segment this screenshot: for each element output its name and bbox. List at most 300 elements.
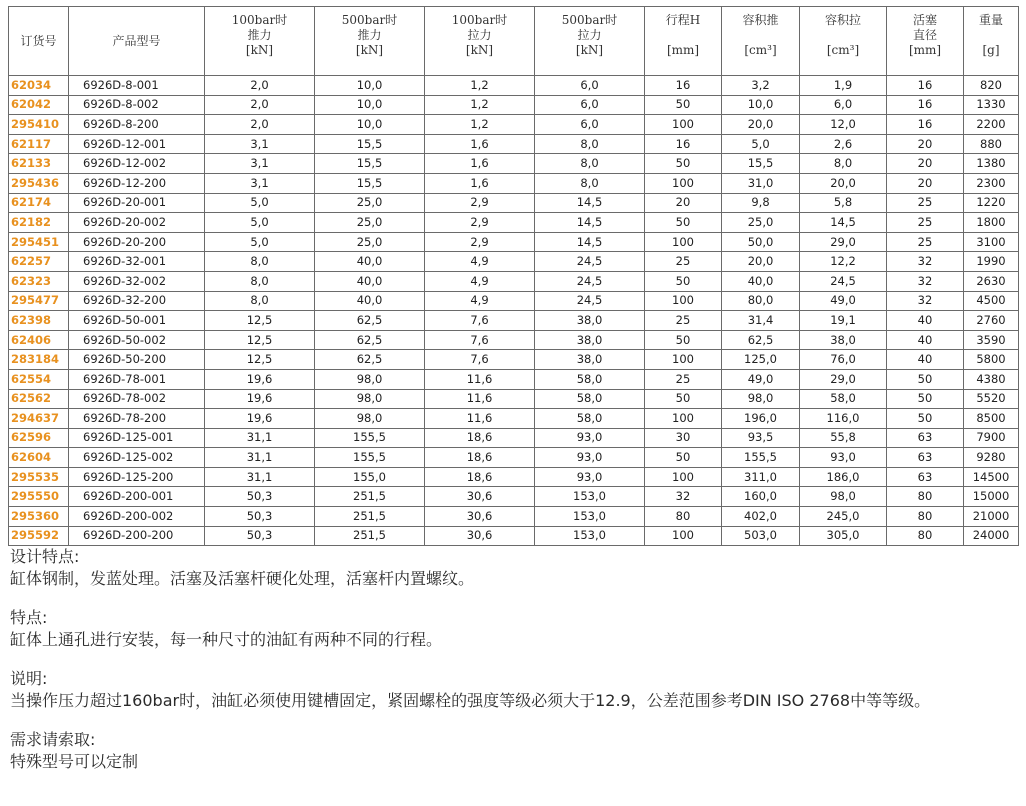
model-cell: 6926D-125-002 [69, 448, 205, 468]
pull-500bar-cell: 38,0 [535, 311, 645, 331]
model-cell: 6926D-8-001 [69, 76, 205, 96]
header-push-100bar: 100bar时 推力 [kN] [205, 7, 315, 76]
header-volume-pull: 容积拉 [cm³] [800, 7, 887, 76]
table-row [9, 193, 1019, 213]
volume-pull-cell: 19,1 [800, 311, 887, 331]
volume-push-cell: 196,0 [722, 409, 800, 429]
pull-500bar-cell: 14,5 [535, 213, 645, 233]
piston-diameter-cell: 20 [887, 134, 964, 154]
pull-100bar-cell: 2,9 [425, 232, 535, 252]
weight-cell: 1220 [964, 193, 1019, 213]
order-number-cell: 62398 [9, 311, 69, 331]
piston-diameter-cell: 16 [887, 76, 964, 96]
volume-push-cell: 40,0 [722, 271, 800, 291]
push-100bar-cell: 50,3 [205, 487, 315, 507]
pull-100bar-cell: 1,6 [425, 134, 535, 154]
weight-cell: 1990 [964, 252, 1019, 272]
volume-pull-cell: 12,2 [800, 252, 887, 272]
model-cell: 6926D-78-002 [69, 389, 205, 409]
stroke-cell: 16 [645, 134, 722, 154]
push-500bar-cell: 155,0 [315, 467, 425, 487]
order-number-cell: 62042 [9, 95, 69, 115]
order-number-cell: 295360 [9, 507, 69, 527]
model-cell: 6926D-12-001 [69, 134, 205, 154]
table-row [9, 389, 1019, 409]
push-500bar-cell: 98,0 [315, 369, 425, 389]
table-row [9, 173, 1019, 193]
order-number-cell: 62117 [9, 134, 69, 154]
note-title: 说明: [10, 669, 48, 688]
push-100bar-cell: 2,0 [205, 115, 315, 135]
header-piston-diameter: 活塞 直径 [mm] [887, 7, 964, 76]
order-number-cell: 62133 [9, 154, 69, 174]
volume-push-cell: 160,0 [722, 487, 800, 507]
order-number-cell: 62257 [9, 252, 69, 272]
piston-diameter-cell: 50 [887, 409, 964, 429]
pull-100bar-cell: 7,6 [425, 330, 535, 350]
table-row [9, 76, 1019, 96]
order-number-cell: 62596 [9, 428, 69, 448]
volume-pull-cell: 5,8 [800, 193, 887, 213]
piston-diameter-cell: 32 [887, 252, 964, 272]
volume-push-cell: 20,0 [722, 252, 800, 272]
model-cell: 6926D-32-001 [69, 252, 205, 272]
table-row [9, 467, 1019, 487]
push-500bar-cell: 251,5 [315, 507, 425, 527]
pull-100bar-cell: 30,6 [425, 526, 535, 546]
push-100bar-cell: 3,1 [205, 154, 315, 174]
piston-diameter-cell: 50 [887, 389, 964, 409]
volume-push-cell: 20,0 [722, 115, 800, 135]
pull-100bar-cell: 18,6 [425, 428, 535, 448]
pull-100bar-cell: 1,6 [425, 154, 535, 174]
push-500bar-cell: 10,0 [315, 115, 425, 135]
order-number-cell: 295477 [9, 291, 69, 311]
piston-diameter-cell: 20 [887, 173, 964, 193]
volume-pull-cell: 186,0 [800, 467, 887, 487]
model-cell: 6926D-8-200 [69, 115, 205, 135]
model-cell: 6926D-20-001 [69, 193, 205, 213]
pull-100bar-cell: 30,6 [425, 507, 535, 527]
piston-diameter-cell: 25 [887, 193, 964, 213]
volume-push-cell: 62,5 [722, 330, 800, 350]
pull-500bar-cell: 24,5 [535, 252, 645, 272]
volume-pull-cell: 38,0 [800, 330, 887, 350]
table-row [9, 487, 1019, 507]
stroke-cell: 16 [645, 76, 722, 96]
pull-100bar-cell: 18,6 [425, 467, 535, 487]
order-number-cell: 62406 [9, 330, 69, 350]
note-title: 设计特点: [10, 547, 80, 566]
push-500bar-cell: 15,5 [315, 134, 425, 154]
model-cell: 6926D-200-001 [69, 487, 205, 507]
order-number-cell: 295436 [9, 173, 69, 193]
order-number-cell: 62554 [9, 369, 69, 389]
header-volume-push: 容积推 [cm³] [722, 7, 800, 76]
pull-100bar-cell: 2,9 [425, 193, 535, 213]
piston-diameter-cell: 25 [887, 213, 964, 233]
piston-diameter-cell: 40 [887, 350, 964, 370]
note-design-features [10, 546, 1020, 590]
order-number-cell: 283184 [9, 350, 69, 370]
weight-cell: 15000 [964, 487, 1019, 507]
push-100bar-cell: 5,0 [205, 213, 315, 233]
stroke-cell: 50 [645, 95, 722, 115]
piston-diameter-cell: 63 [887, 448, 964, 468]
pull-500bar-cell: 6,0 [535, 76, 645, 96]
stroke-cell: 25 [645, 311, 722, 331]
pull-500bar-cell: 58,0 [535, 409, 645, 429]
stroke-cell: 50 [645, 389, 722, 409]
weight-cell: 880 [964, 134, 1019, 154]
order-number-cell: 62562 [9, 389, 69, 409]
model-cell: 6926D-50-200 [69, 350, 205, 370]
table-row [9, 291, 1019, 311]
weight-cell: 2200 [964, 115, 1019, 135]
volume-pull-cell: 55,8 [800, 428, 887, 448]
model-cell: 6926D-12-200 [69, 173, 205, 193]
order-number-cell: 62174 [9, 193, 69, 213]
pull-100bar-cell: 4,9 [425, 291, 535, 311]
pull-500bar-cell: 14,5 [535, 193, 645, 213]
weight-cell: 3590 [964, 330, 1019, 350]
pull-100bar-cell: 11,6 [425, 369, 535, 389]
volume-pull-cell: 24,5 [800, 271, 887, 291]
volume-push-cell: 80,0 [722, 291, 800, 311]
weight-cell: 2760 [964, 311, 1019, 331]
volume-push-cell: 98,0 [722, 389, 800, 409]
spec-table [8, 6, 1019, 546]
volume-pull-cell: 29,0 [800, 232, 887, 252]
table-row [9, 507, 1019, 527]
pull-100bar-cell: 1,2 [425, 95, 535, 115]
notes-section [10, 546, 1020, 790]
model-cell: 6926D-78-200 [69, 409, 205, 429]
pull-100bar-cell: 1,2 [425, 76, 535, 96]
volume-push-cell: 503,0 [722, 526, 800, 546]
volume-push-cell: 31,0 [722, 173, 800, 193]
piston-diameter-cell: 25 [887, 232, 964, 252]
note-text: 缸体钢制，发蓝处理。活塞及活塞杆硬化处理，活塞杆内置螺纹。 [10, 569, 475, 588]
pull-100bar-cell: 18,6 [425, 448, 535, 468]
weight-cell: 4500 [964, 291, 1019, 311]
weight-cell: 21000 [964, 507, 1019, 527]
table-row [9, 409, 1019, 429]
pull-100bar-cell: 4,9 [425, 252, 535, 272]
table-row [9, 115, 1019, 135]
order-number-cell: 295592 [9, 526, 69, 546]
push-500bar-cell: 251,5 [315, 487, 425, 507]
weight-cell: 14500 [964, 467, 1019, 487]
table-row [9, 213, 1019, 233]
order-number-cell: 62604 [9, 448, 69, 468]
volume-push-cell: 10,0 [722, 95, 800, 115]
volume-pull-cell: 29,0 [800, 369, 887, 389]
model-cell: 6926D-20-002 [69, 213, 205, 233]
push-500bar-cell: 155,5 [315, 428, 425, 448]
volume-pull-cell: 58,0 [800, 389, 887, 409]
table-row [9, 428, 1019, 448]
push-100bar-cell: 12,5 [205, 330, 315, 350]
piston-diameter-cell: 32 [887, 291, 964, 311]
push-100bar-cell: 8,0 [205, 252, 315, 272]
weight-cell: 5520 [964, 389, 1019, 409]
note-instructions [10, 668, 1020, 712]
model-cell: 6926D-78-001 [69, 369, 205, 389]
pull-500bar-cell: 153,0 [535, 507, 645, 527]
pull-500bar-cell: 24,5 [535, 291, 645, 311]
pull-500bar-cell: 93,0 [535, 448, 645, 468]
pull-500bar-cell: 93,0 [535, 428, 645, 448]
volume-push-cell: 155,5 [722, 448, 800, 468]
push-100bar-cell: 19,6 [205, 409, 315, 429]
push-100bar-cell: 19,6 [205, 369, 315, 389]
header-pull-500bar: 500bar时 拉力 [kN] [535, 7, 645, 76]
pull-500bar-cell: 8,0 [535, 134, 645, 154]
pull-500bar-cell: 38,0 [535, 350, 645, 370]
piston-diameter-cell: 16 [887, 95, 964, 115]
volume-push-cell: 9,8 [722, 193, 800, 213]
volume-pull-cell: 76,0 [800, 350, 887, 370]
table-row [9, 95, 1019, 115]
stroke-cell: 100 [645, 409, 722, 429]
pull-500bar-cell: 8,0 [535, 173, 645, 193]
model-cell: 6926D-125-001 [69, 428, 205, 448]
stroke-cell: 30 [645, 428, 722, 448]
push-500bar-cell: 251,5 [315, 526, 425, 546]
push-500bar-cell: 62,5 [315, 311, 425, 331]
volume-pull-cell: 14,5 [800, 213, 887, 233]
push-100bar-cell: 19,6 [205, 389, 315, 409]
pull-100bar-cell: 7,6 [425, 350, 535, 370]
push-500bar-cell: 25,0 [315, 232, 425, 252]
volume-push-cell: 93,5 [722, 428, 800, 448]
stroke-cell: 50 [645, 154, 722, 174]
stroke-cell: 100 [645, 115, 722, 135]
order-number-cell: 62323 [9, 271, 69, 291]
volume-push-cell: 311,0 [722, 467, 800, 487]
table-header-row [9, 7, 1019, 76]
piston-diameter-cell: 80 [887, 507, 964, 527]
pull-500bar-cell: 6,0 [535, 95, 645, 115]
volume-pull-cell: 93,0 [800, 448, 887, 468]
volume-push-cell: 31,4 [722, 311, 800, 331]
pull-100bar-cell: 7,6 [425, 311, 535, 331]
volume-pull-cell: 98,0 [800, 487, 887, 507]
push-100bar-cell: 12,5 [205, 311, 315, 331]
order-number-cell: 62034 [9, 76, 69, 96]
piston-diameter-cell: 16 [887, 115, 964, 135]
weight-cell: 2630 [964, 271, 1019, 291]
push-100bar-cell: 8,0 [205, 271, 315, 291]
volume-push-cell: 3,2 [722, 76, 800, 96]
weight-cell: 2300 [964, 173, 1019, 193]
stroke-cell: 100 [645, 350, 722, 370]
weight-cell: 24000 [964, 526, 1019, 546]
volume-push-cell: 25,0 [722, 213, 800, 233]
pull-500bar-cell: 153,0 [535, 487, 645, 507]
table-row [9, 271, 1019, 291]
piston-diameter-cell: 63 [887, 467, 964, 487]
pull-100bar-cell: 1,6 [425, 173, 535, 193]
model-cell: 6926D-200-002 [69, 507, 205, 527]
pull-500bar-cell: 8,0 [535, 154, 645, 174]
table-row [9, 154, 1019, 174]
order-number-cell: 294637 [9, 409, 69, 429]
model-cell: 6926D-12-002 [69, 154, 205, 174]
model-cell: 6926D-8-002 [69, 95, 205, 115]
note-text: 特殊型号可以定制 [10, 752, 139, 771]
pull-500bar-cell: 153,0 [535, 526, 645, 546]
push-500bar-cell: 25,0 [315, 193, 425, 213]
pull-500bar-cell: 93,0 [535, 467, 645, 487]
pull-500bar-cell: 24,5 [535, 271, 645, 291]
table-row [9, 252, 1019, 272]
push-100bar-cell: 31,1 [205, 428, 315, 448]
table-row [9, 350, 1019, 370]
pull-500bar-cell: 6,0 [535, 115, 645, 135]
push-500bar-cell: 15,5 [315, 173, 425, 193]
stroke-cell: 20 [645, 193, 722, 213]
note-on-request [10, 729, 1020, 773]
weight-cell: 7900 [964, 428, 1019, 448]
pull-100bar-cell: 2,9 [425, 213, 535, 233]
pull-100bar-cell: 1,2 [425, 115, 535, 135]
push-100bar-cell: 2,0 [205, 95, 315, 115]
header-model: 产品型号 [69, 7, 205, 76]
stroke-cell: 50 [645, 271, 722, 291]
header-push-500bar: 500bar时 推力 [kN] [315, 7, 425, 76]
weight-cell: 8500 [964, 409, 1019, 429]
volume-pull-cell: 20,0 [800, 173, 887, 193]
table-row [9, 311, 1019, 331]
model-cell: 6926D-200-200 [69, 526, 205, 546]
model-cell: 6926D-50-002 [69, 330, 205, 350]
push-100bar-cell: 50,3 [205, 507, 315, 527]
stroke-cell: 100 [645, 467, 722, 487]
volume-push-cell: 125,0 [722, 350, 800, 370]
push-500bar-cell: 40,0 [315, 252, 425, 272]
table-row [9, 232, 1019, 252]
piston-diameter-cell: 63 [887, 428, 964, 448]
table-row [9, 369, 1019, 389]
table-row [9, 134, 1019, 154]
push-100bar-cell: 2,0 [205, 76, 315, 96]
order-number-cell: 295550 [9, 487, 69, 507]
volume-pull-cell: 116,0 [800, 409, 887, 429]
volume-pull-cell: 245,0 [800, 507, 887, 527]
volume-pull-cell: 305,0 [800, 526, 887, 546]
weight-cell: 9280 [964, 448, 1019, 468]
table-row [9, 330, 1019, 350]
stroke-cell: 50 [645, 330, 722, 350]
pull-500bar-cell: 58,0 [535, 369, 645, 389]
order-number-cell: 62182 [9, 213, 69, 233]
push-100bar-cell: 3,1 [205, 134, 315, 154]
volume-push-cell: 49,0 [722, 369, 800, 389]
push-500bar-cell: 40,0 [315, 271, 425, 291]
push-500bar-cell: 62,5 [315, 350, 425, 370]
piston-diameter-cell: 32 [887, 271, 964, 291]
table-row [9, 448, 1019, 468]
weight-cell: 820 [964, 76, 1019, 96]
note-title: 特点: [10, 608, 48, 627]
weight-cell: 4380 [964, 369, 1019, 389]
weight-cell: 5800 [964, 350, 1019, 370]
piston-diameter-cell: 20 [887, 154, 964, 174]
pull-500bar-cell: 58,0 [535, 389, 645, 409]
push-500bar-cell: 62,5 [315, 330, 425, 350]
header-order-number: 订货号 [9, 7, 69, 76]
pull-100bar-cell: 4,9 [425, 271, 535, 291]
model-cell: 6926D-32-200 [69, 291, 205, 311]
piston-diameter-cell: 40 [887, 330, 964, 350]
header-pull-100bar: 100bar时 拉力 [kN] [425, 7, 535, 76]
stroke-cell: 100 [645, 526, 722, 546]
push-500bar-cell: 98,0 [315, 409, 425, 429]
model-cell: 6926D-20-200 [69, 232, 205, 252]
weight-cell: 1380 [964, 154, 1019, 174]
order-number-cell: 295410 [9, 115, 69, 135]
stroke-cell: 100 [645, 173, 722, 193]
push-100bar-cell: 50,3 [205, 526, 315, 546]
volume-pull-cell: 8,0 [800, 154, 887, 174]
model-cell: 6926D-50-001 [69, 311, 205, 331]
volume-push-cell: 5,0 [722, 134, 800, 154]
header-stroke: 行程H [mm] [645, 7, 722, 76]
push-100bar-cell: 5,0 [205, 193, 315, 213]
model-cell: 6926D-32-002 [69, 271, 205, 291]
volume-pull-cell: 12,0 [800, 115, 887, 135]
volume-pull-cell: 1,9 [800, 76, 887, 96]
volume-pull-cell: 6,0 [800, 95, 887, 115]
weight-cell: 3100 [964, 232, 1019, 252]
push-500bar-cell: 98,0 [315, 389, 425, 409]
header-weight: 重量 [g] [964, 7, 1019, 76]
push-100bar-cell: 12,5 [205, 350, 315, 370]
pull-500bar-cell: 14,5 [535, 232, 645, 252]
volume-pull-cell: 49,0 [800, 291, 887, 311]
volume-pull-cell: 2,6 [800, 134, 887, 154]
pull-100bar-cell: 11,6 [425, 409, 535, 429]
stroke-cell: 25 [645, 252, 722, 272]
push-500bar-cell: 10,0 [315, 95, 425, 115]
note-text: 当操作压力超过160bar时，油缸必须使用键槽固定，紧固螺栓的强度等级必须大于12.9，公差范围参考DIN ISO 2768中等等级。 [10, 691, 931, 710]
model-cell: 6926D-125-200 [69, 467, 205, 487]
push-500bar-cell: 25,0 [315, 213, 425, 233]
pull-500bar-cell: 38,0 [535, 330, 645, 350]
pull-100bar-cell: 11,6 [425, 389, 535, 409]
push-500bar-cell: 15,5 [315, 154, 425, 174]
push-500bar-cell: 40,0 [315, 291, 425, 311]
stroke-cell: 100 [645, 232, 722, 252]
push-100bar-cell: 31,1 [205, 448, 315, 468]
weight-cell: 1330 [964, 95, 1019, 115]
note-features [10, 607, 1020, 651]
stroke-cell: 25 [645, 369, 722, 389]
piston-diameter-cell: 80 [887, 526, 964, 546]
stroke-cell: 32 [645, 487, 722, 507]
order-number-cell: 295451 [9, 232, 69, 252]
weight-cell: 1800 [964, 213, 1019, 233]
piston-diameter-cell: 50 [887, 369, 964, 389]
push-500bar-cell: 10,0 [315, 76, 425, 96]
push-500bar-cell: 155,5 [315, 448, 425, 468]
volume-push-cell: 402,0 [722, 507, 800, 527]
push-100bar-cell: 3,1 [205, 173, 315, 193]
table-body [9, 76, 1019, 546]
volume-push-cell: 50,0 [722, 232, 800, 252]
